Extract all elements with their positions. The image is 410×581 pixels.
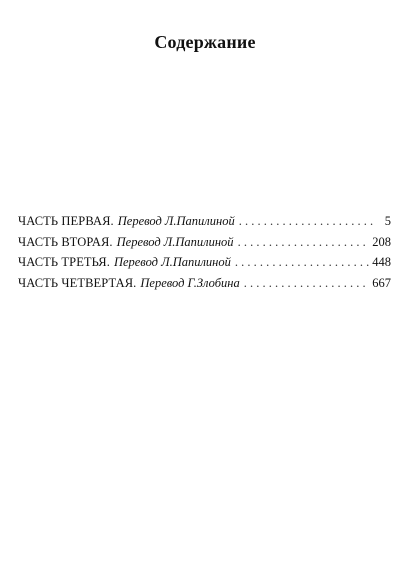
toc-part-title: ЧАСТЬ ВТОРАЯ. xyxy=(18,234,113,249)
toc-part-title: ЧАСТЬ ПЕРВАЯ. xyxy=(18,214,114,228)
page-title: Содержание xyxy=(154,32,256,52)
toc-part-title: ЧАСТЬ ЧЕТВЕРТАЯ. xyxy=(18,275,137,290)
toc-dot-leader xyxy=(239,214,376,229)
toc-page-number: 667 xyxy=(372,275,391,290)
toc-part-title: ЧАСТЬ ТРЕТЬЯ. xyxy=(18,255,110,269)
toc-page-number: 208 xyxy=(372,234,391,249)
toc-dot-leader xyxy=(244,276,370,291)
toc-entry-part-1 xyxy=(18,214,391,235)
toc-dot-leader xyxy=(235,255,369,270)
toc-dot-leader xyxy=(238,235,370,250)
table-of-contents xyxy=(18,214,391,296)
toc-entry-part-4 xyxy=(18,276,391,297)
toc-translator: Перевод Г.Злобина xyxy=(140,275,240,290)
toc-page-number: 5 xyxy=(384,214,391,228)
toc-translator: Перевод Л.Папилиной xyxy=(117,214,235,228)
toc-translator: Перевод Л.Папилиной xyxy=(116,234,234,249)
toc-page-number: 448 xyxy=(372,255,391,269)
toc-entry-part-3 xyxy=(18,255,391,276)
toc-entry-part-2 xyxy=(18,235,391,256)
toc-translator: Перевод Л.Папилиной xyxy=(113,255,231,269)
